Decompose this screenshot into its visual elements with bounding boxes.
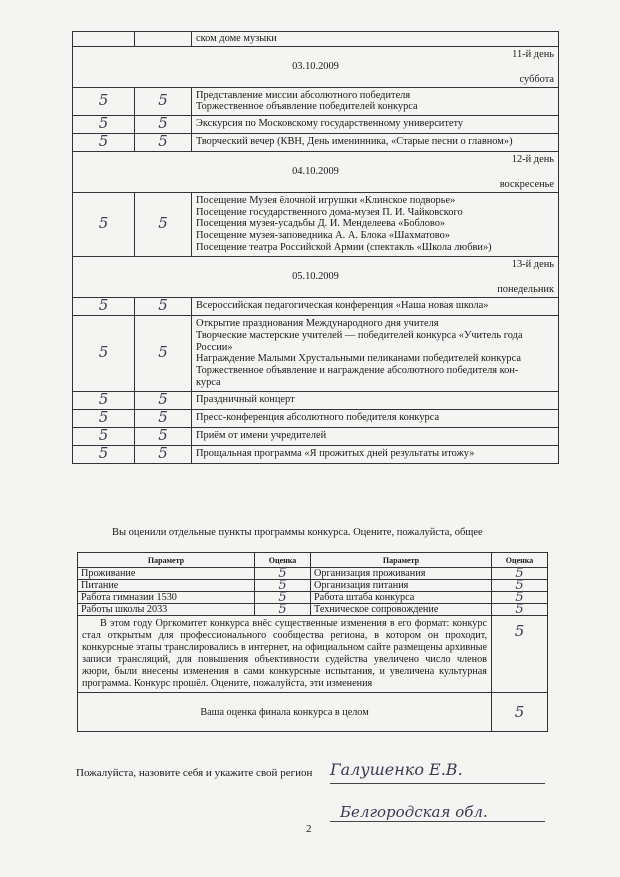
activity-line: Торжественное объявление и награждение абсолютного победителя кон- [196,365,519,377]
param-header: Параметр [311,553,492,568]
name-region-prompt: Пожалуйста, назовите себя и укажите свой регион [76,767,313,779]
param-label: Работа штаба конкурса [311,592,492,604]
grade-cell [135,32,192,47]
activity-line: Приём от имени учредителей [196,430,327,442]
activity-line: Творческие мастерские учителей — победителей конкурса «Учитель года [196,329,523,341]
final-question: Ваша оценка финала конкурса в целом [78,693,492,732]
changes-question: В этом году Оргкомитет конкурса внёс существенные изменения в его формат: конкурс стал открытым для профессионального сообщества региона, в котором он проходит, конкурсные этапы транслировались в интернет, на официальном сайте размещены архивные записи трансляций, для повышения объективности судейства увеличено число членов жюри, были внесены изменения в сами конкурсные испытания, и увеличена культурная программа. Конкурс прошёл. Оцените, пожалуйста, эти изменения [78,616,492,693]
day-date: 04.10.2009 [292,165,339,177]
activity-cell [192,133,559,151]
grade-cell[interactable]: 5 [135,409,192,427]
param-row [78,592,548,604]
activity-cell [192,445,559,463]
grade-cell[interactable]: 5 [73,391,135,409]
activity-row [73,133,559,151]
activity-line: Творческий вечер (КВН, День именинника, «Старые песни о главном») [196,136,513,148]
parameters-table [77,552,548,732]
day-header [73,256,559,297]
param-row [78,568,548,580]
handwritten-name[interactable]: Галушенко Е.В. [330,760,463,779]
activity-row [73,427,559,445]
param-label: Проживание [78,568,255,580]
grade-cell[interactable]: 5 [135,87,192,115]
activity-row [73,391,559,409]
param-label: Организация питания [311,580,492,592]
activity-line: России» [196,341,233,353]
activity-line: Экскурсия по Московскому государственному университету [196,118,464,130]
grade-cell[interactable]: 5 [135,445,192,463]
schedule-table [72,31,559,464]
param-label: Работы школы 2033 [78,604,255,616]
grade-cell[interactable]: 5 [73,133,135,151]
intro-text: Вы оценили отдельные пункты программы конкурса. Оцените, пожалуйста, общее [112,527,483,538]
grade-cell[interactable]: 5 [135,115,192,133]
activity-line: Посещение музея-заповедника А. А. Блока «Шахматово» [196,230,451,242]
changes-grade[interactable]: 5 [492,616,548,693]
activity-cell [192,87,559,115]
activity-line: Награждение Малыми Хрустальными пеликанами победителей конкурса [196,353,521,365]
day-header [73,151,559,192]
param-grade[interactable]: 5 [255,580,311,592]
activity-cell [192,315,559,391]
page-number: 2 [306,823,312,835]
grade-cell[interactable]: 5 [73,315,135,391]
param-grade[interactable]: 5 [492,604,548,616]
handwritten-region[interactable]: Белгородская обл. [340,803,488,821]
grade-cell[interactable]: 5 [73,297,135,315]
day-weekday: понедельник [497,284,554,295]
grade-cell[interactable]: 5 [135,427,192,445]
schedule-row [73,32,559,47]
grade-cell[interactable]: 5 [73,115,135,133]
activity-line: Открытие празднования Международного дня учителя [196,317,439,329]
activity-row [73,315,559,391]
activity-line: Посещение театра Российской Армии (спектакль «Школа любви») [196,241,492,253]
grade-cell [73,32,135,47]
param-label: Техническое сопровождение [311,604,492,616]
activity-row [73,115,559,133]
day-weekday: воскресенье [499,179,554,190]
param-row [78,580,548,592]
grade-cell[interactable]: 5 [135,133,192,151]
param-label: Работа гимназии 1530 [78,592,255,604]
grade-header: Оценка [255,553,311,568]
activity-row [73,192,559,256]
day-number: 13-й день [511,258,554,270]
day-header-row [73,46,559,87]
activity-cell [192,409,559,427]
grade-cell[interactable]: 5 [73,192,135,256]
activity-line: Торжественное объявление победителей конкурса [196,101,418,113]
activity-line: Праздничный концерт [196,394,295,406]
day-date: 03.10.2009 [292,60,339,72]
param-grade[interactable]: 5 [255,568,311,580]
day-header-row [73,151,559,192]
activity-cell [192,297,559,315]
activity-line: Посещение государственного дома-музея П. И. Чайковского [196,206,463,218]
activity-line: Пресс-конференция абсолютного победителя конкурса [196,412,440,424]
activity-line: Представление миссии абсолютного победителя [196,89,411,101]
day-date: 05.10.2009 [292,270,339,282]
param-header: Параметр [78,553,255,568]
final-grade[interactable]: 5 [492,693,548,732]
param-row [78,604,548,616]
name-underline [330,783,545,784]
grade-cell[interactable]: 5 [135,297,192,315]
grade-cell[interactable]: 5 [73,427,135,445]
grade-cell[interactable]: 5 [73,87,135,115]
activity-row [73,87,559,115]
day-number: 12-й день [511,153,554,165]
final-row [78,693,548,732]
day-weekday: суббота [519,74,554,85]
activity-cell [192,391,559,409]
grade-cell[interactable]: 5 [135,192,192,256]
region-underline [330,821,545,822]
activity-line: Прощальная программа «Я прожитых дней результаты итожу» [196,448,475,460]
param-label: Организация проживания [311,568,492,580]
activity-cell [192,192,559,256]
param-grade[interactable]: 5 [255,592,311,604]
activity-line: курса [196,376,221,388]
activity-row [73,297,559,315]
changes-row [78,616,548,693]
day-header [73,46,559,87]
activity-line: Посещения музея-усадьбы Д. И. Менделеева «Боблово» [196,218,446,230]
grade-cell[interactable]: 5 [135,391,192,409]
grade-cell[interactable]: 5 [135,315,192,391]
param-grade[interactable]: 5 [492,592,548,604]
day-number: 11-й день [512,48,554,60]
day-header-row [73,256,559,297]
param-grade[interactable]: 5 [492,568,548,580]
grade-header: Оценка [492,553,548,568]
activity-row [73,409,559,427]
activity-row [73,445,559,463]
grade-cell[interactable]: 5 [73,409,135,427]
activity-cell [192,115,559,133]
param-grade[interactable]: 5 [492,580,548,592]
param-grade[interactable]: 5 [255,604,311,616]
grade-cell[interactable]: 5 [73,445,135,463]
activity-cell: ском доме музыки [192,32,559,47]
activity-line: Всероссийская педагогическая конференция «Наша новая школа» [196,300,489,312]
activity-cell [192,427,559,445]
param-label: Питание [78,580,255,592]
activity-line: Посещение Музея ёлочной игрушки «Клинское подворье» [196,194,456,206]
